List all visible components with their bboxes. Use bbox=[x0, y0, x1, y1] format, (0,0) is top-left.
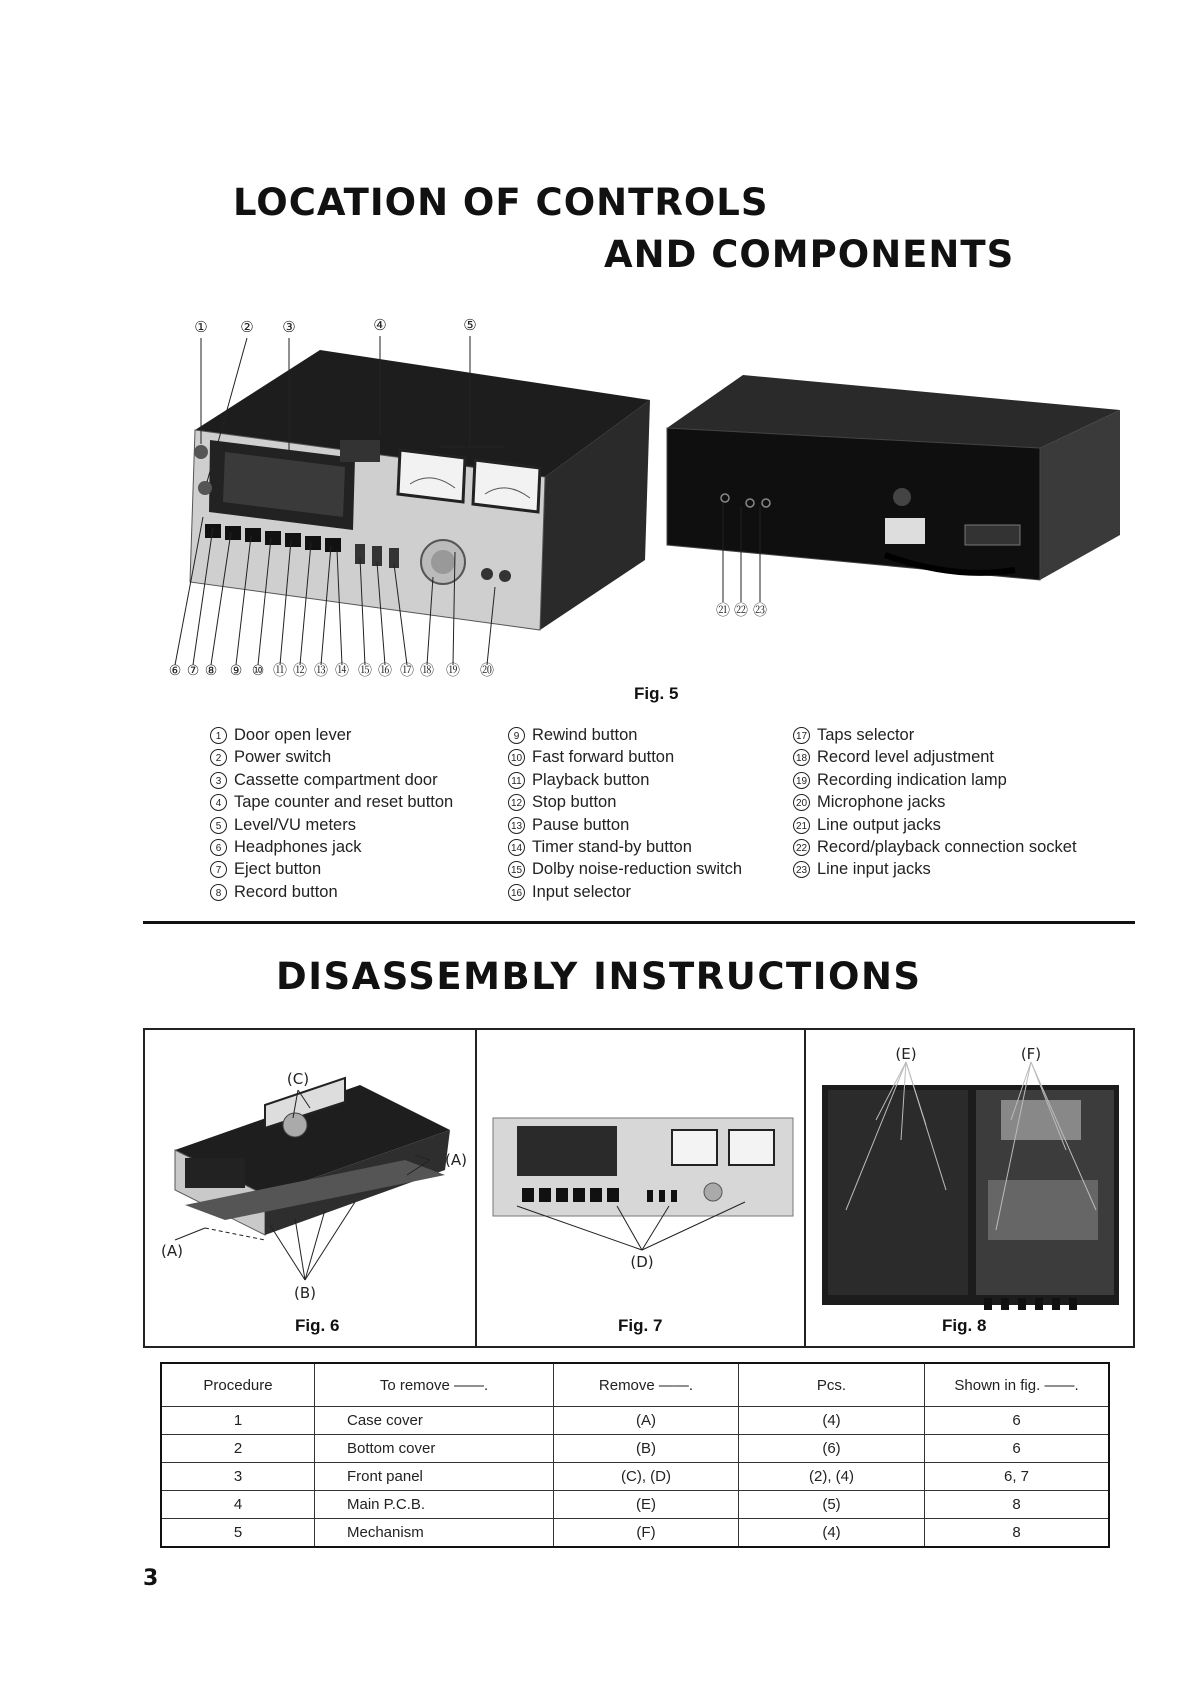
legend-item: 19 Recording indication lamp bbox=[793, 769, 1077, 791]
header-shown-in-fig: Shown in fig. ——. bbox=[925, 1363, 1110, 1407]
fig8-illustration bbox=[806, 1030, 1133, 1346]
callout-11: ⑪ bbox=[273, 663, 287, 677]
fig6-illustration bbox=[145, 1030, 475, 1346]
fig7-label-d: (D) bbox=[630, 1253, 654, 1271]
legend-item: 5 Level/VU meters bbox=[210, 814, 453, 836]
legend-column-2 bbox=[508, 724, 742, 903]
header-pcs: Pcs. bbox=[739, 1363, 925, 1407]
legend-item: 10 Fast forward button bbox=[508, 746, 742, 768]
legend-item: 9 Rewind button bbox=[508, 724, 742, 746]
callout-21: ㉑ bbox=[716, 603, 730, 619]
fig8-label-e: (E) bbox=[895, 1045, 917, 1063]
fig5-front-illustration bbox=[165, 312, 665, 677]
page-number: 3 bbox=[143, 1566, 159, 1591]
callout-15: ⑮ bbox=[358, 663, 372, 677]
legend-item: 2 Power switch bbox=[210, 746, 453, 768]
fig6-label-c: (C) bbox=[286, 1070, 310, 1088]
legend-item: 20 Microphone jacks bbox=[793, 791, 1077, 813]
callout-10: ⑩ bbox=[251, 663, 265, 677]
legend-column-1 bbox=[210, 724, 453, 903]
fig7-caption: Fig. 7 bbox=[618, 1316, 663, 1335]
fig8-panel bbox=[804, 1028, 1135, 1348]
fig6-caption: Fig. 6 bbox=[295, 1316, 340, 1335]
legend-item: 12 Stop button bbox=[508, 791, 742, 813]
page-title-line2: AND COMPONENTS bbox=[604, 233, 1015, 276]
legend-item: 14 Timer stand-by button bbox=[508, 836, 742, 858]
callout-14: ⑭ bbox=[335, 663, 349, 677]
callout-19: ⑲ bbox=[446, 663, 460, 677]
section-title: DISASSEMBLY INSTRUCTIONS bbox=[276, 955, 922, 998]
callout-22: ㉒ bbox=[734, 603, 748, 619]
callout-17: ⑰ bbox=[400, 663, 414, 677]
header-to-remove: To remove ——. bbox=[315, 1363, 554, 1407]
legend-item: 8 Record button bbox=[210, 881, 453, 903]
callout-6: ⑥ bbox=[168, 663, 182, 677]
legend-item: 3 Cassette compartment door bbox=[210, 769, 453, 791]
header-remove: Remove ——. bbox=[554, 1363, 739, 1407]
table-row: 5 Mechanism (F) (4) 8 bbox=[161, 1519, 1109, 1548]
callout-9: ⑨ bbox=[229, 663, 243, 677]
fig7-illustration bbox=[477, 1030, 804, 1346]
callout-23: ㉓ bbox=[753, 603, 767, 619]
fig5-rear-illustration bbox=[665, 370, 1125, 620]
callout-20: ⑳ bbox=[480, 663, 494, 677]
table-row: 4 Main P.C.B. (E) (5) 8 bbox=[161, 1491, 1109, 1519]
fig8-caption: Fig. 8 bbox=[942, 1316, 987, 1335]
legend-column-3 bbox=[793, 724, 1077, 881]
callout-2: ② bbox=[240, 318, 254, 336]
legend-item: 7 Eject button bbox=[210, 858, 453, 880]
legend-item: 21 Line output jacks bbox=[793, 814, 1077, 836]
callout-7: ⑦ bbox=[186, 663, 200, 677]
callout-18: ⑱ bbox=[420, 663, 434, 677]
legend-item: 1 Door open lever bbox=[210, 724, 453, 746]
callout-12: ⑫ bbox=[293, 663, 307, 677]
callout-4: ④ bbox=[373, 316, 387, 334]
section-divider bbox=[143, 921, 1135, 924]
table-row: 2 Bottom cover (B) (6) 6 bbox=[161, 1435, 1109, 1463]
callout-5: ⑤ bbox=[463, 316, 477, 334]
legend-item: 17 Taps selector bbox=[793, 724, 1077, 746]
fig6-panel bbox=[143, 1028, 477, 1348]
legend-item: 18 Record level adjustment bbox=[793, 746, 1077, 768]
fig6-label-b: (B) bbox=[294, 1284, 316, 1302]
legend-item: 23 Line input jacks bbox=[793, 858, 1077, 880]
legend-item: 15 Dolby noise-reduction switch bbox=[508, 858, 742, 880]
callout-13: ⑬ bbox=[314, 663, 328, 677]
fig5-caption: Fig. 5 bbox=[634, 684, 679, 703]
table-header-row bbox=[161, 1363, 1109, 1407]
callout-3: ③ bbox=[282, 318, 296, 336]
page-title-line1: LOCATION OF CONTROLS bbox=[233, 181, 769, 224]
table-row: 3 Front panel (C), (D) (2), (4) 6, 7 bbox=[161, 1463, 1109, 1491]
legend-item: 6 Headphones jack bbox=[210, 836, 453, 858]
legend-item: 4 Tape counter and reset button bbox=[210, 791, 453, 813]
fig6-label-a-left: (A) bbox=[161, 1242, 183, 1260]
legend-item: 11 Playback button bbox=[508, 769, 742, 791]
header-procedure: Procedure bbox=[161, 1363, 315, 1407]
callout-1: ① bbox=[194, 318, 208, 336]
callout-16: ⑯ bbox=[378, 663, 392, 677]
legend-item: 22 Record/playback connection socket bbox=[793, 836, 1077, 858]
fig6-label-a-right: (A) bbox=[445, 1151, 467, 1169]
fig7-panel bbox=[475, 1028, 806, 1348]
callout-8: ⑧ bbox=[204, 663, 218, 677]
table-row: 1 Case cover (A) (4) 6 bbox=[161, 1407, 1109, 1435]
legend-item: 13 Pause button bbox=[508, 814, 742, 836]
fig8-label-f: (F) bbox=[1020, 1045, 1042, 1063]
legend-item: 16 Input selector bbox=[508, 881, 742, 903]
disassembly-procedure-table bbox=[160, 1362, 1110, 1548]
